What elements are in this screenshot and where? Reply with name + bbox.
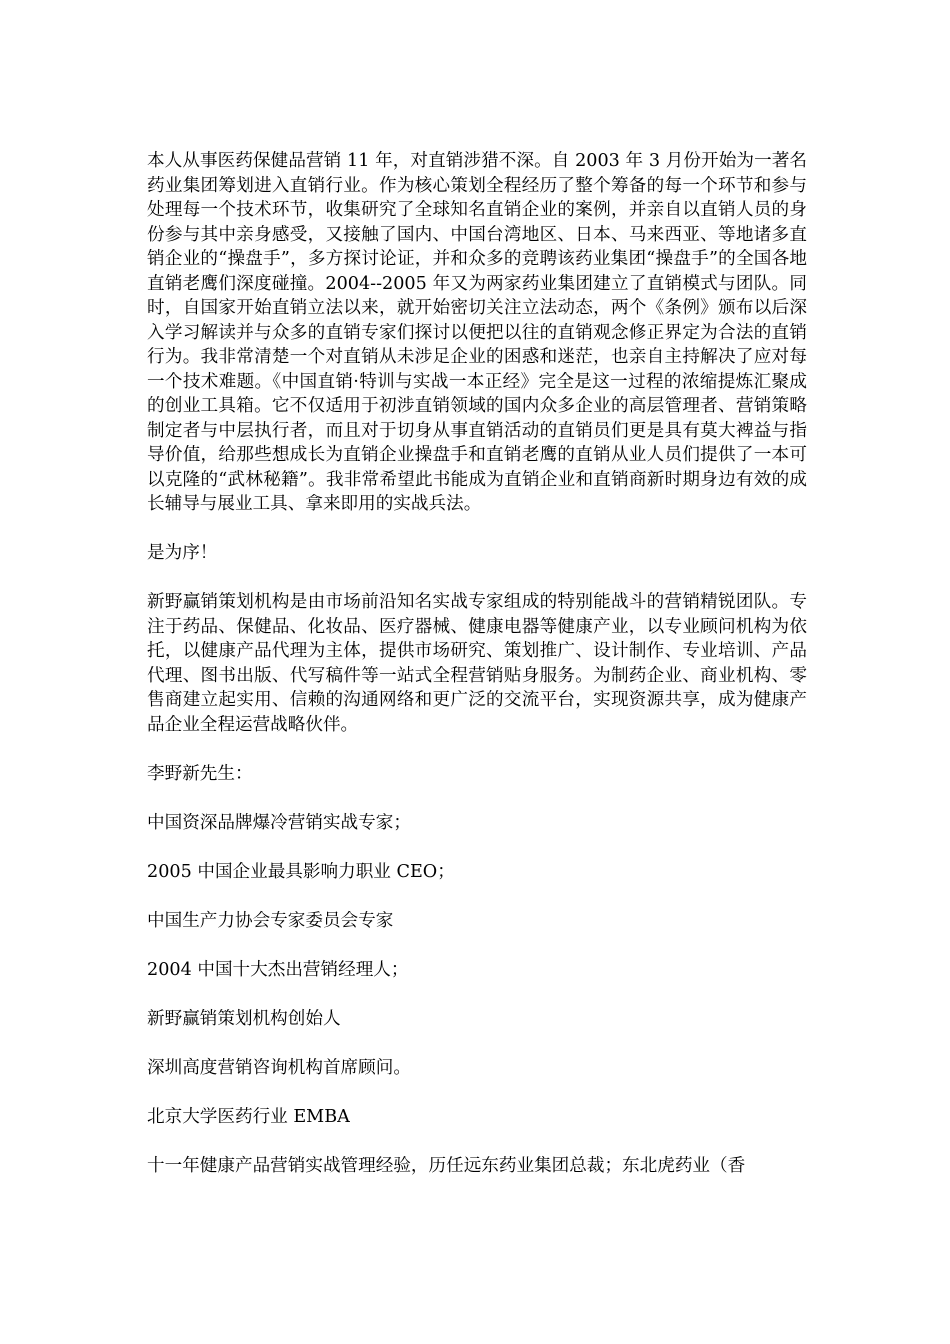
author-name-heading: 李野新先生：: [147, 763, 253, 784]
author-title-item: 中国资深品牌爆冷营销实战专家；: [147, 812, 411, 833]
author-title-item: 中国生产力协会专家委员会专家: [147, 910, 394, 931]
author-title-item: 2005 中国企业最具影响力职业 CEO；: [147, 861, 455, 882]
author-title-item: 2004 中国十大杰出营销经理人；: [147, 959, 409, 980]
author-title-item: 北京大学医药行业 EMBA: [147, 1106, 350, 1127]
preface-paragraph: 本人从事医药保健品营销 11 年，对直销涉猎不深。自 2003 年 3 月份开始为一著名药业集团筹划进入直销行业。作为核心策划全程经历了整个筹备的每一个环节和参与处理每一个技术环节，收集研究了全球知名直销企业的案例，并亲自以直销人员的身份参与其中亲身感受，又接触了国内、中国台湾地区、日本、马来西亚、等地诸多直销企业的“操盘手”，多方探讨论证，并和众多的竞聘该药业集团“操盘手”的全国各地直销老鹰们深度碰撞。2004--2005 年又为两家药业集团建立了直销模式与团队。同时，自国家开始直销立法以来，就开始密切关注立法动态，两个《条例》颁布以后深入学习解读并与众多的直销专家们探讨以便把以往的直销观念修正界定为合法的直销行为。我非常清楚一个对直销从未涉足企业的困惑和迷茫，也亲自主持解决了应对每一个技术难题。《中国直销·特训与实战一本正经》完全是这一过程的浓缩提炼汇聚成的创业工具箱。它不仅适用于初涉直销领域的国内众多企业的高层管理者、营销策略制定者与中层执行者，而且对于切身从事直销活动的直销员们更是具有莫大裨益与指导价值，给那些想成长为直销企业操盘手和直销老鹰的直销从业人员们提供了一本可以克隆的“武林秘籍”。我非常希望此书能成为直销企业和直销商新时期身边有效的成长辅导与展业工具、拿来即用的实战兵法。: [147, 151, 807, 514]
document-body: [147, 149, 807, 1178]
agency-intro-paragraph: 新野赢销策划机构是由市场前沿知名实战专家组成的特别能战斗的营销精锐团队。专注于药品、保健品、化妆品、医疗器械、健康电器等健康产业，以专业顾问机构为依托，以健康产品代理为主体，提供市场研究、策划推广、设计制作、专业培训、产品代理、图书出版、代写稿件等一站式全程营销贴身服务。为制药企业、商业机构、零售商建立起实用、信赖的沟通网络和更广泛的交流平台，实现资源共享，成为健康产品企业全程运营战略伙伴。: [147, 592, 807, 735]
author-title-item: 新野赢销策划机构创始人: [147, 1008, 341, 1029]
author-experience-paragraph: 十一年健康产品营销实战管理经验，历任远东药业集团总裁；东北虎药业（香: [147, 1155, 746, 1176]
preface-closing: 是为序！: [147, 543, 218, 563]
author-title-item: 深圳高度营销咨询机构首席顾问。: [147, 1057, 411, 1078]
